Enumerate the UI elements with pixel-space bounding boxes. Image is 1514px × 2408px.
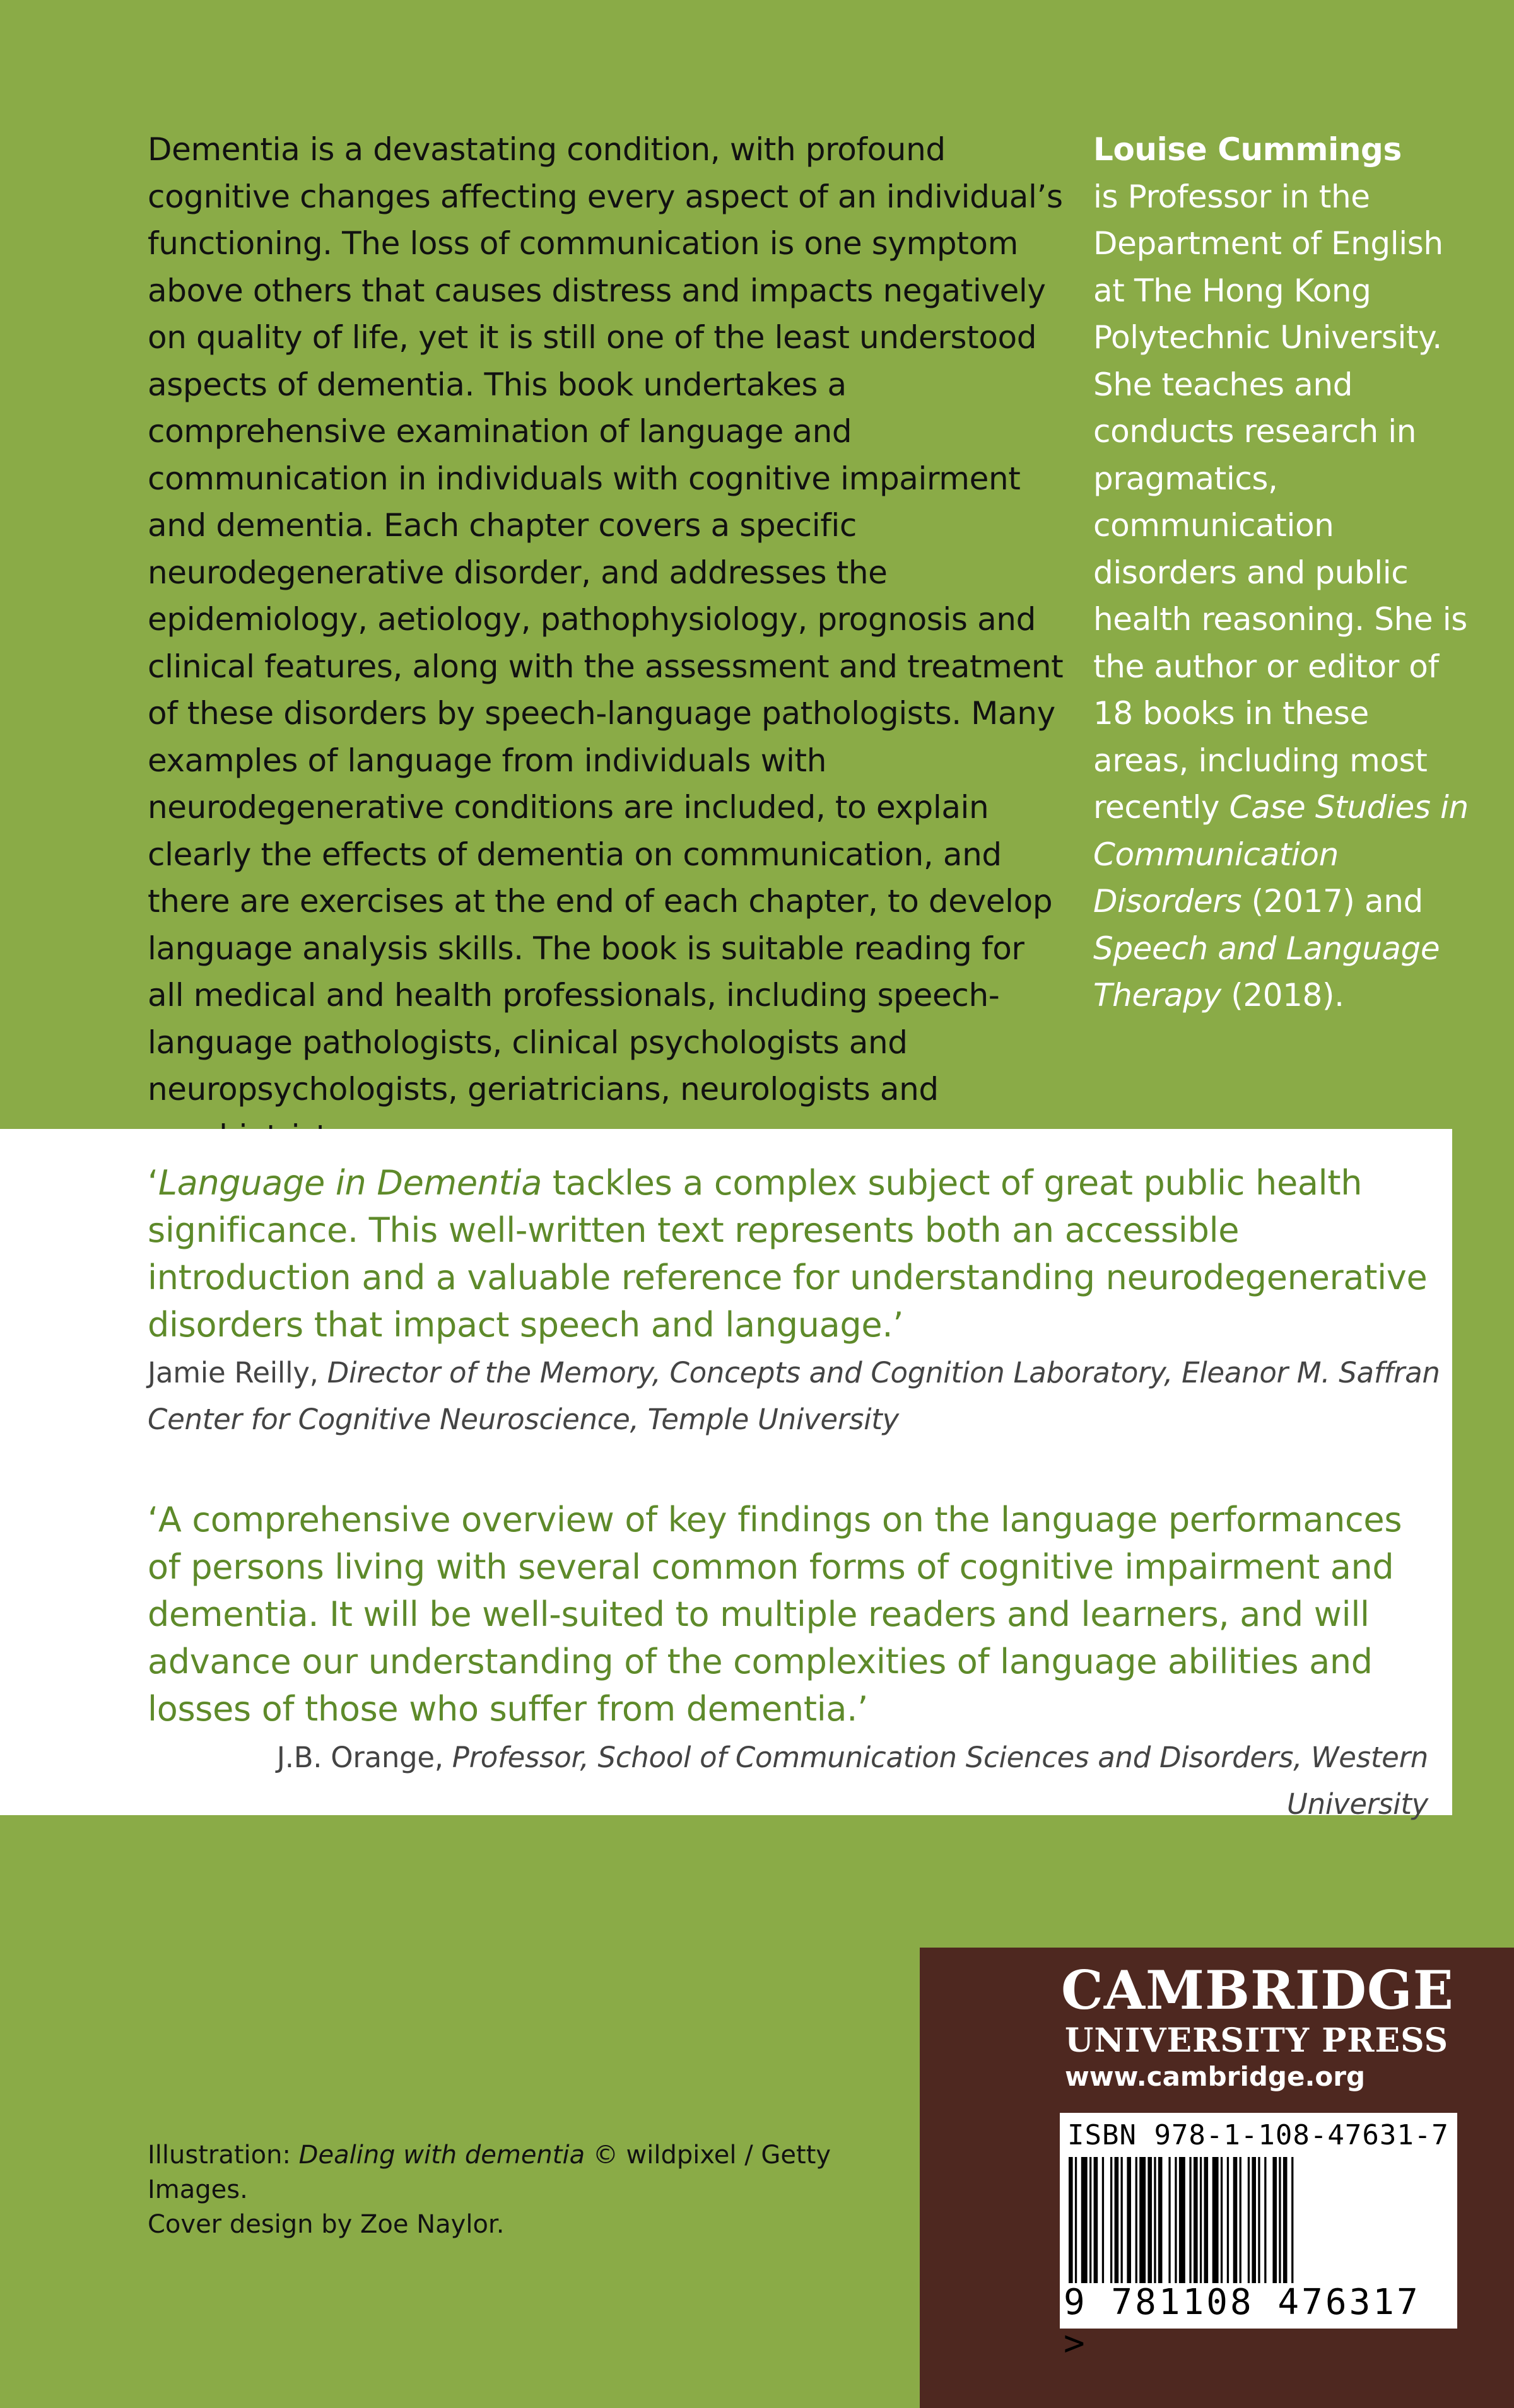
quote-open-mark: ‘ xyxy=(148,1163,158,1203)
quote-book-title: Language in Dementia xyxy=(158,1163,543,1203)
endorsement-attribution-2 xyxy=(148,1734,1428,1828)
cover-credits xyxy=(148,2138,842,2242)
publisher-logo xyxy=(1061,1959,1465,2060)
illustration-copyright: © wildpixel / Getty Images. xyxy=(148,2141,831,2204)
quote-1-text: tackles a complex subject of great public health significance. This well-written text represents both an accessible introduction and a valuable reference for understanding neurodegenerative disorders that impact speech and language.’ xyxy=(148,1163,1428,1345)
author-book-year-2: (2018). xyxy=(1231,977,1344,1014)
endorser-affiliation-2: Professor, School of Communication Sciences and Disorders, Western University xyxy=(452,1741,1428,1821)
endorsement-quote-1 xyxy=(148,1159,1428,1348)
barcode-icon xyxy=(1069,2157,1447,2283)
endorsements-panel xyxy=(0,1129,1452,1821)
publisher-block xyxy=(920,1948,1514,2408)
endorser-name-2: J.B. Orange, xyxy=(276,1741,443,1774)
author-book-title-2: Speech and Language Therapy xyxy=(1093,930,1440,1014)
endorser-affiliation-1: Director of the Memory, Concepts and Cognition Laboratory, Eleanor M. Saffran Center for Cognitive Neuroscience, Temple University xyxy=(148,1356,1440,1436)
book-description: Dementia is a devastating condition, with profound cognitive changes affecting every aspect of an individual’s functioning. The loss of communication is one symptom above others that causes distress and impacts negatively on quality of life, yet it is still one of the least understood aspects of dementia. This book undertakes a comprehensive examination of language and communication in individuals with cognitive impairment and dementia. Each chapter covers a specific neurodegenerative disorder, and addresses the epidemiology, aetiology, pathophysiology, prognosis and clinical features, along with the assessment and treatment of these disorders by speech-language pathologists. Many examples of language from individuals with neurodegenerative conditions are included, to explain clearly the effects of dementia on communication, and there are exercises at the end of each chapter, to develop language analysis skills. The book is suitable reading for all medical and health professionals, including speech-language pathologists, clinical psychologists and neuropsychologists, geriatricians, neurologists and xyxy=(148,131,1064,1108)
illustration-label: Illustration: xyxy=(148,2141,291,2170)
author-bio-text: is Professor in the Department of English at The Hong Kong Polytechnic University. She teaches and conducts research in pragmatics, communication disorders and public health reasoning. She is the author or editor of 18 books in these areas, including most recently xyxy=(1093,178,1467,826)
endorsement-attribution-1 xyxy=(148,1350,1447,1443)
illustration-title: Dealing with dementia xyxy=(298,2141,585,2170)
cover-design-credit: Cover design by Zoe Naylor. xyxy=(148,2210,505,2239)
publisher-name-sub: UNIVERSITY PRESS xyxy=(1065,2021,1449,2060)
barcode-digits: 9 781108 476317 > xyxy=(1064,2282,1421,2364)
publisher-name-main: CAMBRIDGE xyxy=(1061,1959,1454,2021)
author-bio xyxy=(1093,126,1472,1019)
isbn-label: ISBN 978-1-108-47631-7 xyxy=(1067,2119,1449,2151)
endorsement-quote-2: ‘A comprehensive overview of key findings on the language performances of persons living with several common forms of cognitive impairment and dementia. It will be well-suited to multiple readers and learners, and will advance our understanding of the complexities of language abilities and losses of those who suffer from dementia.’ xyxy=(148,1500,1402,1729)
isbn-barcode xyxy=(1060,2113,1457,2364)
publisher-url: www.cambridge.org xyxy=(1065,2061,1366,2092)
author-name: Louise Cummings xyxy=(1093,131,1402,168)
endorser-name-1: Jamie Reilly, xyxy=(148,1356,319,1389)
author-book-year-1: (2017) and xyxy=(1251,883,1423,920)
author-book-title-1: Case Studies in Communication Disorders xyxy=(1093,789,1469,920)
